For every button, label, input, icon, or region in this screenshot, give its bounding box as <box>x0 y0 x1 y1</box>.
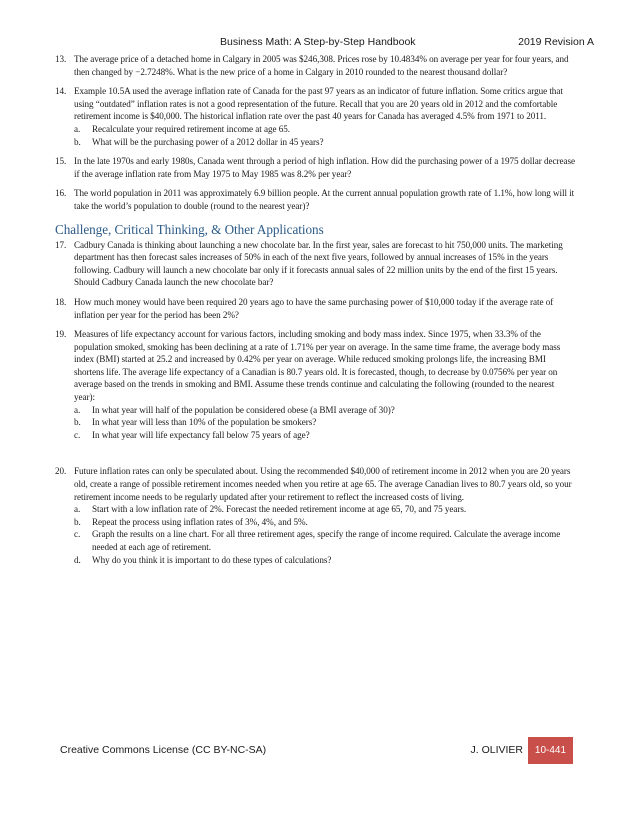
page-content <box>55 53 575 566</box>
revision-label: 2019 Revision A <box>518 36 594 48</box>
subpart-label: c. <box>74 529 81 540</box>
section-title: Challenge, Critical Thinking, & Other Applications <box>55 221 324 237</box>
page-number-badge: 10-441 <box>528 737 573 764</box>
subpart-text: Why do you think it is important to do these types of calculations? <box>92 554 332 565</box>
exercise-item <box>55 296 575 321</box>
exercise-number: 17. <box>55 239 67 250</box>
page-footer <box>60 737 573 764</box>
subpart-label: a. <box>74 404 81 415</box>
exercise-number: 15. <box>55 156 67 167</box>
exercise-subpart <box>74 429 575 442</box>
subpart-text: In what year will half of the population be considered obese (a BMI average of 30)? <box>92 404 395 415</box>
exercise-number: 16. <box>55 188 67 199</box>
exercise-number: 18. <box>55 296 67 307</box>
subpart-text: Repeat the process using inflation rates of 3%, 4%, and 5%. <box>92 516 308 527</box>
exercise-text: The average price of a detached home in Calgary in 2005 was $246,308. Prices rose by 10.4834% on average per year for four years, and then changed by −2.7248%. What is the new price of a home in Calgary in 2010 rounded to the nearest thousand dollar? <box>74 54 569 77</box>
exercise-text: Measures of life expectancy account for various factors, including smoking and body mass index. Since 1975, when 33.3% of the population smoked, smoking has been declining at a rate of 1.71% per year on average. In the same time frame, the average body mass index (BMI) started at 25.2 and increased by 0.42% per year on average. While reduced smoking prolongs life, the increasing BMI shortens life. The average life expectancy of a Canadian is 80.7 years old. It is forecasted, though, to decrease by 0.0756% per year on average based on the trends in smoking and BMI. Assume these trends continue and calculating the following (rounded to the nearest year): <box>74 329 561 403</box>
exercise-text: The world population in 2011 was approximately 6.9 billion people. At the current annual population growth rate of 1.1%, how long will it take the world’s population to double (round to the nearest year)? <box>74 188 575 211</box>
subpart-text: In what year will less than 10% of the population be smokers? <box>92 417 317 428</box>
exercise-text: In the late 1970s and early 1980s, Canada went through a period of high inflation. How did the purchasing power of a 1975 dollar decrease if the average inflation rate from May 1975 to May 1985 was 8.2% per year? <box>74 156 575 179</box>
subpart-text: In what year will life expectancy fall below 75 years of age? <box>92 429 310 440</box>
exercise-number: 13. <box>55 54 67 64</box>
author-name: J. OLIVIER <box>470 744 523 756</box>
exercise-list-top <box>55 53 575 213</box>
exercise-subpart <box>74 503 575 516</box>
exercise-subpart <box>74 136 575 149</box>
subpart-label: b. <box>74 417 81 428</box>
subpart-text: What will be the purchasing power of a 2012 dollar in 45 years? <box>92 136 324 147</box>
exercise-text: How much money would have been required 20 years ago to have the same purchasing power of $10,000 today if the average rate of inflation per year for the period has been 2%? <box>74 296 554 320</box>
page-header <box>60 36 594 50</box>
exercise-subpart <box>74 416 575 429</box>
subpart-label: a. <box>74 123 81 134</box>
subpart-label: c. <box>74 429 81 440</box>
exercise-subpart <box>74 554 575 567</box>
exercise-subpart <box>74 516 575 529</box>
exercise-item <box>55 155 575 180</box>
exercise-item <box>55 187 575 212</box>
subpart-text: Start with a low inflation rate of 2%. Forecast the needed retirement income at age 65, 70, and 75 years. <box>92 504 467 515</box>
exercise-item <box>55 465 575 566</box>
subpart-label: b. <box>74 516 81 527</box>
exercise-number: 20. <box>55 466 67 477</box>
exercise-text: Cadbury Canada is thinking about launching a new chocolate bar. In the first year, sales are forecast to hit 750,000 units. The marketing department has then forecast sales increases of 50% in each of the next five years, followed by annual increases of 15% in the years following. Cadbury will launch a new chocolate bar only if it forecasts annual sales of 22 million units by the end of the first 15 years. Should Cadbury Canada launch the new chocolate bar? <box>74 239 563 288</box>
license-text: Creative Commons License (CC BY-NC-SA) <box>60 744 267 756</box>
subpart-text: Graph the results on a line chart. For all three retirement ages, specify the range of income required. Calculate the average income needed at each age of retirement. <box>92 529 561 552</box>
exercise-item <box>55 239 575 289</box>
subpart-text: Recalculate your required retirement income at age 65. <box>92 123 290 134</box>
subpart-label: d. <box>74 554 81 565</box>
exercise-item <box>55 53 575 78</box>
exercise-text: Example 10.5A used the average inflation rate of Canada for the past 97 years as an indicator of future inflation. Some critics argue that using “outdated” inflation rates is not a good representation of the future. Recall that you are 20 years old in 2012 and the comfortable retirement income is $40,000. The historical inflation rate over the past 40 years for Canada has averaged 4.5% from 1971 to 2011. <box>74 86 563 122</box>
exercise-subpart <box>74 404 575 417</box>
subpart-label: b. <box>74 136 81 147</box>
exercise-list-bottom <box>55 239 575 567</box>
exercise-number: 14. <box>55 86 67 97</box>
exercise-number: 19. <box>55 329 67 340</box>
exercise-item <box>55 85 575 148</box>
exercise-text: Future inflation rates can only be speculated about. Using the recommended $40,000 of retirement income in 2012 when you are 20 years old, create a range of possible retirement incomes needed when you retire at age 65. The average Canadian lives to 80.7 years old, so your retirement income needs to be regularly updated after your retirement to reflect the increased costs of living. <box>74 466 572 502</box>
exercise-subpart <box>74 123 575 136</box>
book-title: Business Math: A Step-by-Step Handbook <box>220 36 416 48</box>
exercise-item <box>55 328 575 441</box>
subpart-label: a. <box>74 504 81 515</box>
exercise-subpart <box>74 528 575 553</box>
